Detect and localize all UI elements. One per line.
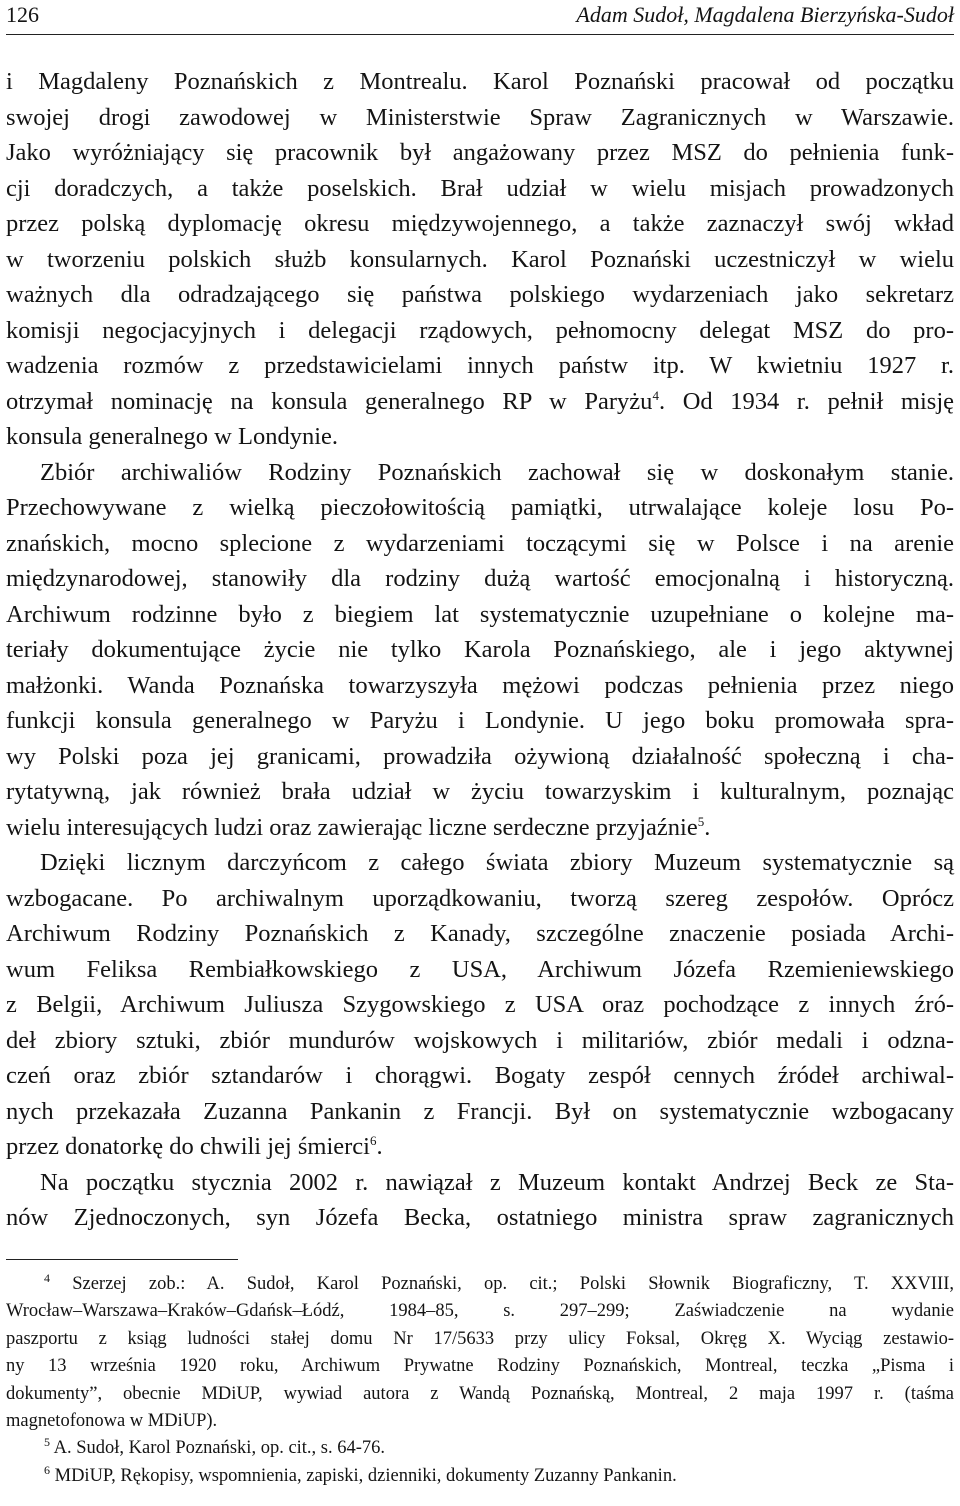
paragraph-line <box>6 987 954 1023</box>
paragraph-text: komisji negocjacyjnych i delegacji rządowych, pełnomocny delegat MSZ do pro- <box>6 316 954 344</box>
footnote-text: Szerzej zob.: A. Sudoł, Karol Poznański, op. cit.; Polski Słownik Biograficzny, T. XXVIII, <box>72 1274 954 1294</box>
page-number: 126 <box>6 2 39 27</box>
body-text <box>6 64 954 1236</box>
paragraph-text: wzbogacane. Po archiwalnym uporządkowaniu, tworzą szereg zespołów. Oprócz <box>6 884 954 912</box>
paragraph-line <box>6 1094 954 1130</box>
paragraph-text: Archiwum Rodziny Poznańskich z Kanady, szczególne znaczenie posiada Archi- <box>6 920 954 947</box>
paragraph-text-after: . Od 1934 r. pełnił misję <box>658 387 955 415</box>
paragraph-line <box>6 206 954 242</box>
paragraph-text: otrzymał nominację na konsula generalnego RP w Paryżu <box>6 387 653 415</box>
paragraph-text: deł zbiory sztuki, zbiór mundurów wojskowych i militariów, zbiór medali i odzna- <box>6 1026 954 1054</box>
paragraph-line <box>6 348 954 384</box>
footnote-marker: 4 <box>44 1271 50 1285</box>
footnote-line <box>6 1271 954 1298</box>
paragraph-line <box>6 952 954 988</box>
paragraph-line <box>6 313 954 349</box>
paragraph-line <box>6 526 954 562</box>
footnote-reference: 6 <box>369 1133 377 1148</box>
footnote-reference: 5 <box>697 813 705 829</box>
paragraph-line <box>6 597 954 633</box>
paragraph-text-after: . <box>704 813 711 841</box>
paragraph-text: z Belgii, Archiwum Juliusza Szygowskiego z USA oraz pochodzące z innych źró- <box>6 991 954 1018</box>
footnote-text: magnetofonowa w MDiUP). <box>6 1410 218 1431</box>
paragraph-line <box>6 632 954 668</box>
paragraph-text: konsula generalnego w Londynie. <box>6 423 339 450</box>
paragraph-line <box>6 703 954 739</box>
paragraph-line <box>6 419 954 455</box>
footnote-text: A. Sudoł, Karol Poznański, op. cit., s. 64-76. <box>53 1438 386 1459</box>
paragraph-text: Archiwum rodzinne było z biegiem lat systematycznie uzupełniane o kolejne ma- <box>6 600 954 628</box>
paragraph-line <box>6 1165 954 1201</box>
paragraph-text: znańskich, mocno splecione z wydarzeniami toczącymi się w Polsce i na arenie <box>6 529 954 557</box>
footnote-line <box>6 1326 954 1353</box>
paragraph-text: ważnych dla odradzającego się państwa polskiego wydarzeniach jako sekretarz <box>6 281 954 308</box>
paragraph-text-after: . <box>376 1133 383 1160</box>
paragraph-line <box>6 171 954 207</box>
paragraph-line <box>6 135 954 171</box>
footnote-line <box>6 1298 954 1325</box>
paragraph-line <box>6 810 954 846</box>
paragraph-line <box>6 64 954 100</box>
paragraph-text: w tworzeniu polskich służb konsularnych. Karol Poznański uczestniczył w wielu <box>6 245 954 273</box>
paragraph-text: wy Polski poza jej granicami, prowadziła ożywioną działalność społeczną i cha- <box>6 742 954 770</box>
footnote-line <box>6 1353 954 1380</box>
footnote-text: paszportu z ksiąg ludności stałej domu Nr 17/5633 przy ulicy Foksal, Okręg X. Wyciąg zestawio- <box>6 1328 954 1349</box>
paragraph-text: swojej drogi zawodowej w Ministerstwie Spraw Zagranicznych w Warszawie. <box>6 103 954 131</box>
paragraph-line <box>6 561 954 597</box>
paragraph-line <box>6 1058 954 1094</box>
footnote-line <box>6 1381 954 1408</box>
paragraph-text: wadzenia rozmów z przedstawicielami innych państw itp. W kwietniu 1927 r. <box>6 352 954 379</box>
paragraph-line <box>6 455 954 491</box>
paragraph-line <box>6 242 954 278</box>
paragraph-text: międzynarodowej, stanowiły dla rodziny dużą wartość emocjonalną i historyczną. <box>6 565 954 592</box>
footnote-reference: 4 <box>652 387 659 403</box>
paragraph-text: i Magdaleny Poznańskich z Montrealu. Karol Poznański pracował od początku <box>6 68 954 95</box>
paragraph-text: czeń oraz zbiór sztandarów i chorągwi. Bogaty zespół cennych źródeł archiwal- <box>6 1062 954 1089</box>
paragraph-text: Przechowywane z wielką pieczołowitością pamiątki, utrwalające koleje losu Po- <box>6 494 954 521</box>
running-header <box>6 0 954 35</box>
paragraph-text: nów Zjednoczonych, syn Józefa Becka, ostatniego ministra spraw zagranicznych <box>6 1204 954 1231</box>
paragraph-text: Zbiór archiwaliów Rodziny Poznańskich zachował się w doskonałym stanie. <box>40 458 954 486</box>
footnote-text: ny 13 września 1920 roku, Archiwum Prywatne Rodziny Poznańskich, Montreal, teczka „Pisma i <box>6 1356 954 1377</box>
paragraph-text: wielu interesujących ludzi oraz zawierając liczne serdeczne przyjaźnie <box>6 813 698 841</box>
paragraph-text: teriały dokumentujące życie nie tylko Karola Poznańskiego, ale i jego aktywnej <box>6 636 954 663</box>
paragraph-line <box>6 1023 954 1059</box>
footnote-separator <box>6 1259 238 1260</box>
paragraph-line <box>6 774 954 810</box>
paragraph-text: funkcji konsula generalnego w Paryżu i Londynie. U jego boku promowała spra- <box>6 707 954 734</box>
footnote-text: dokumenty”, obecnie MDiUP, wywiad autora z Wandą Poznańską, Montreal, 2 maja 1997 r. (taśma <box>6 1383 954 1404</box>
paragraph-line <box>6 277 954 313</box>
paragraph-text: przez donatorkę do chwili jej śmierci <box>6 1133 370 1160</box>
paragraph-line <box>6 881 954 917</box>
paragraph-text: cji doradczych, a także poselskich. Brał udział w wielu misjach prowadzonych <box>6 174 954 202</box>
paragraph-text: Na początku stycznia 2002 r. nawiązał z Muzeum kontakt Andrzej Beck ze Sta- <box>40 1168 954 1196</box>
paragraph-line <box>6 845 954 881</box>
paragraph-line <box>6 916 954 952</box>
paragraph-line <box>6 1129 954 1165</box>
paragraph-text: Jako wyróżniający się pracownik był angażowany przez MSZ do pełnienia funk- <box>6 139 954 166</box>
footnote-text: MDiUP, Rękopisy, wspomnienia, zapiski, dzienniki, dokumenty Zuzanny Pankanin. <box>54 1465 677 1486</box>
footnote-line <box>6 1435 954 1462</box>
paragraph-line <box>6 384 954 420</box>
running-head-authors: Adam Sudoł, Magdalena Bierzyńska-Sudoł <box>576 2 954 27</box>
paragraph-text: przez polską dyplomację okresu międzywojennego, a także zaznaczył swój wkład <box>6 210 954 237</box>
paragraph-text: wum Feliksa Rembiałkowskiego z USA, Archiwum Józefa Rzemieniewskiego <box>6 955 954 983</box>
paragraph-text: małżonki. Wanda Poznańska towarzyszyła mężowi podczas pełnienia przez niego <box>6 671 954 699</box>
footnote-marker: 6 <box>44 1462 50 1477</box>
paragraph-line <box>6 668 954 704</box>
footnotes <box>6 1271 954 1490</box>
paragraph-text: Dzięki licznym darczyńcom z całego świata zbiory Muzeum systematycznie są <box>40 849 954 876</box>
paragraph-line <box>6 1200 954 1236</box>
paragraph-line <box>6 100 954 136</box>
paragraph-text: rytatywną, jak również brała udział w życiu towarzyskim i kulturalnym, poznając <box>6 778 954 805</box>
footnote-line <box>6 1463 954 1490</box>
paragraph-line <box>6 490 954 526</box>
footnote-text: Wrocław–Warszawa–Kraków–Gdańsk–Łódź, 1984–85, s. 297–299; Zaświadczenie na wydanie <box>6 1301 954 1322</box>
paragraph-text: nych przekazała Zuzanna Pankanin z Francji. Był on systematycznie wzbogacany <box>6 1097 954 1125</box>
paragraph-line <box>6 739 954 775</box>
footnote-line <box>6 1408 954 1435</box>
footnote-marker: 5 <box>44 1435 50 1450</box>
